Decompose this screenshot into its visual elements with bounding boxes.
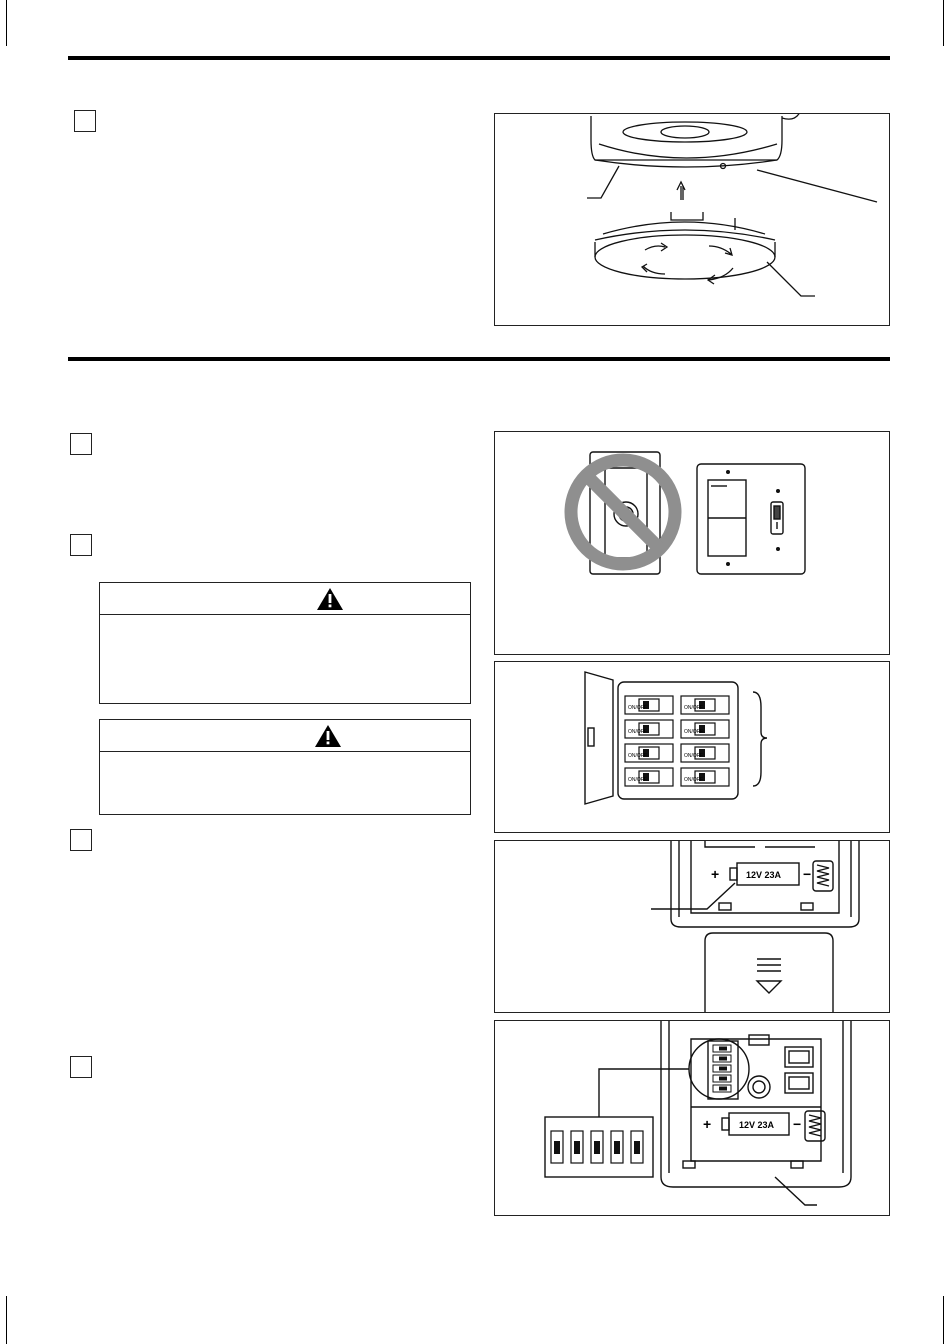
warning-triangle-icon (316, 587, 344, 611)
dip-switch (611, 1131, 623, 1163)
breaker-switch (681, 720, 729, 738)
figure-glass-assembly (494, 113, 890, 326)
figure-dip-switches (494, 1020, 890, 1216)
wall-switch-illustration (495, 432, 890, 655)
battery-minus-symbol-2: − (793, 1116, 802, 1132)
dip-switch (631, 1131, 643, 1163)
breaker-switch (625, 696, 673, 714)
breaker-switch (625, 744, 673, 762)
figure-wall-switch (494, 431, 890, 655)
dip-switch (571, 1131, 583, 1163)
dip-switch (551, 1131, 563, 1163)
battery-install-illustration (495, 841, 890, 1013)
breaker-label: ON/OFF (684, 753, 703, 759)
dip-switch-illustration (495, 1021, 890, 1216)
breaker-label: ON/OFF (684, 705, 703, 711)
battery-plus-symbol-2: + (703, 1116, 712, 1132)
breaker-label: ON/OFF (684, 777, 703, 783)
warning-box (99, 582, 471, 704)
crop-mark (6, 1296, 7, 1344)
breaker-panel-illustration (495, 662, 890, 833)
breaker-label: ON/OFF (628, 705, 647, 711)
figure-battery-install (494, 840, 890, 1013)
dip-switch-small (713, 1065, 731, 1072)
step-checkbox[interactable] (70, 433, 92, 455)
dip-switch (591, 1131, 603, 1163)
crop-mark (943, 0, 944, 46)
section-rule-middle (68, 357, 890, 361)
breaker-label: ON/OFF (684, 729, 703, 735)
step-checkbox[interactable] (70, 829, 92, 851)
warning-header (100, 583, 470, 615)
breaker-label: ON/OFF (628, 753, 647, 759)
dip-switch-small (713, 1085, 731, 1092)
section-rule-top (68, 56, 890, 60)
glass-assembly-illustration (495, 114, 890, 326)
battery-minus-symbol: − (803, 866, 812, 882)
step-checkbox[interactable] (70, 534, 92, 556)
figure-breaker-panel (494, 661, 890, 833)
breaker-switch (681, 768, 729, 786)
battery-label-2: 12V 23A (739, 1120, 775, 1130)
battery-label: 12V 23A (746, 870, 782, 880)
breaker-switch (681, 744, 729, 762)
breaker-switch (625, 720, 673, 738)
step-checkbox[interactable] (70, 1056, 92, 1078)
crop-mark (943, 1296, 944, 1344)
dip-switch-small (713, 1045, 731, 1052)
battery-plus-symbol: + (711, 866, 720, 882)
breaker-label: ON/OFF (628, 777, 647, 783)
dip-switch-small (713, 1055, 731, 1062)
breaker-switch (681, 696, 729, 714)
warning-box (99, 719, 471, 815)
dip-switch-small (713, 1075, 731, 1082)
breaker-switch (625, 768, 673, 786)
breaker-label: ON/OFF (628, 729, 647, 735)
warning-header (100, 720, 470, 752)
warning-triangle-icon (314, 724, 342, 748)
step-checkbox[interactable] (74, 110, 96, 132)
crop-mark (6, 0, 7, 46)
